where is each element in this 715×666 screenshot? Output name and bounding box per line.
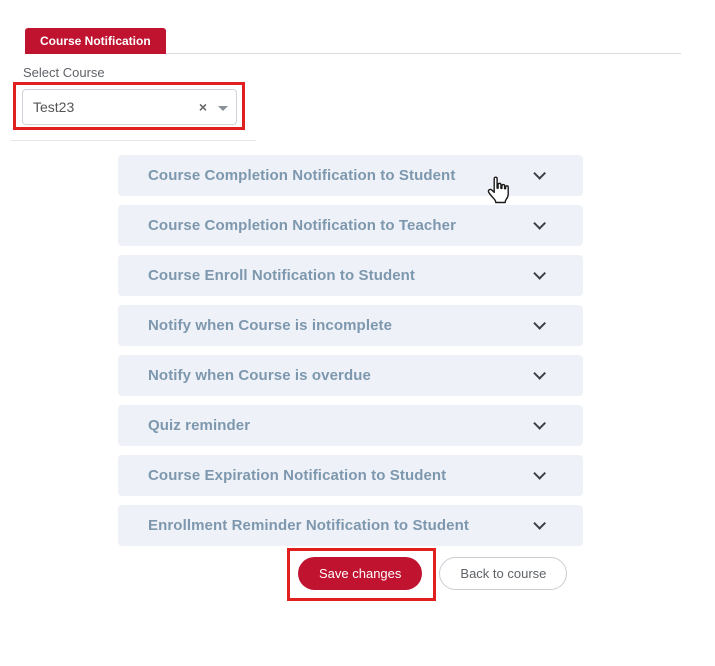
- accordion-title: Notify when Course is incomplete: [148, 317, 393, 334]
- actions-row: [287, 548, 567, 601]
- course-select-value: Test23: [33, 99, 75, 115]
- clear-selection-icon[interactable]: ×: [198, 99, 207, 115]
- chevron-down-icon: [533, 417, 546, 430]
- notification-accordion-list: [118, 155, 583, 555]
- chevron-down-icon: [533, 267, 546, 280]
- accordion-title: Course Completion Notification to Student: [148, 167, 456, 184]
- accordion-course-incomplete[interactable]: [118, 305, 583, 346]
- annotation-save-button: [287, 548, 436, 601]
- hand-cursor-icon: [484, 175, 512, 211]
- tab-course-notification[interactable]: Course Notification: [25, 28, 166, 54]
- accordion-enrollment-reminder-student[interactable]: [118, 505, 583, 546]
- chevron-down-icon: [533, 517, 546, 530]
- select-course-label: Select Course: [23, 65, 105, 80]
- accordion-title: Enrollment Reminder Notification to Student: [148, 517, 469, 534]
- accordion-title: Quiz reminder: [148, 417, 251, 434]
- accordion-course-completion-teacher[interactable]: [118, 205, 583, 246]
- back-to-course-button[interactable]: Back to course: [439, 557, 567, 590]
- chevron-down-icon: [533, 367, 546, 380]
- accordion-title: Course Completion Notification to Teacher: [148, 217, 457, 234]
- accordion-course-enroll-student[interactable]: [118, 255, 583, 296]
- annotation-select-course: [13, 82, 245, 130]
- tab-bar: [25, 28, 681, 54]
- accordion-course-expiration-student[interactable]: [118, 455, 583, 496]
- chevron-down-icon: [533, 167, 546, 180]
- accordion-course-overdue[interactable]: [118, 355, 583, 396]
- accordion-title: Course Enroll Notification to Student: [148, 267, 416, 284]
- chevron-down-icon[interactable]: [218, 106, 228, 111]
- chevron-down-icon: [533, 217, 546, 230]
- accordion-quiz-reminder[interactable]: [118, 405, 583, 446]
- course-select[interactable]: [22, 89, 237, 125]
- accordion-course-completion-student[interactable]: [118, 155, 583, 196]
- chevron-down-icon: [533, 317, 546, 330]
- divider: [10, 140, 256, 141]
- chevron-down-icon: [533, 467, 546, 480]
- accordion-title: Notify when Course is overdue: [148, 367, 371, 384]
- accordion-title: Course Expiration Notification to Student: [148, 467, 447, 484]
- save-changes-button[interactable]: Save changes: [298, 557, 422, 590]
